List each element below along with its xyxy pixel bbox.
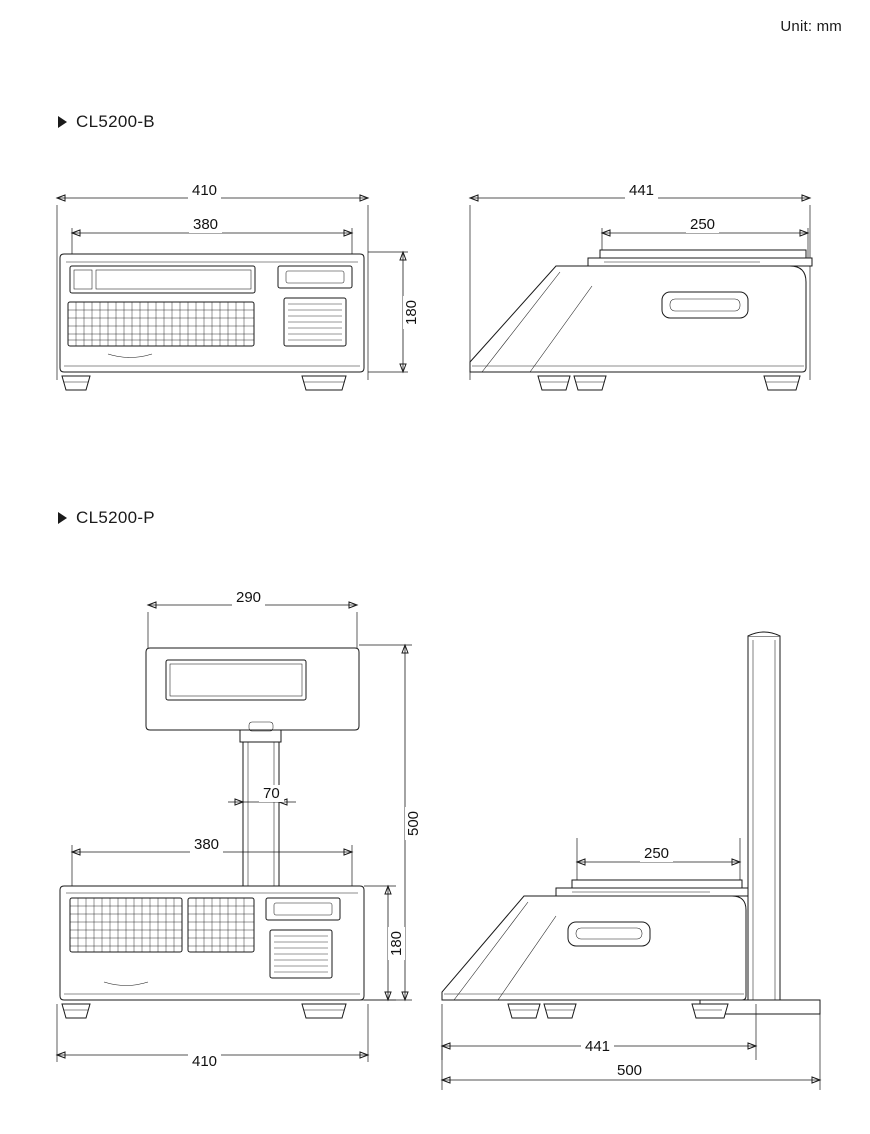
dim-p-front-70: 70 — [259, 785, 284, 802]
dim-p-front-500: 500 — [405, 807, 422, 840]
section-title-label: CL5200-B — [76, 112, 155, 131]
section-title-cl5200-p — [58, 508, 155, 528]
dim-p-front-290: 290 — [232, 589, 265, 606]
dim-b-front-380: 380 — [189, 216, 222, 233]
dim-p-side-250: 250 — [640, 845, 673, 862]
dim-b-front-410: 410 — [188, 182, 221, 199]
dim-p-front-380: 380 — [190, 836, 223, 853]
dim-b-side-441: 441 — [625, 182, 658, 199]
section-title-label: CL5200-P — [76, 508, 155, 527]
unit-note: Unit: mm — [780, 18, 842, 35]
dim-p-side-441: 441 — [581, 1038, 614, 1055]
triangle-bullet-icon — [58, 512, 67, 524]
dim-p-front-180: 180 — [388, 927, 405, 960]
dim-b-front-180: 180 — [403, 296, 420, 329]
dim-p-front-410: 410 — [188, 1053, 221, 1070]
dim-b-side-250: 250 — [686, 216, 719, 233]
dim-p-side-500: 500 — [613, 1062, 646, 1079]
